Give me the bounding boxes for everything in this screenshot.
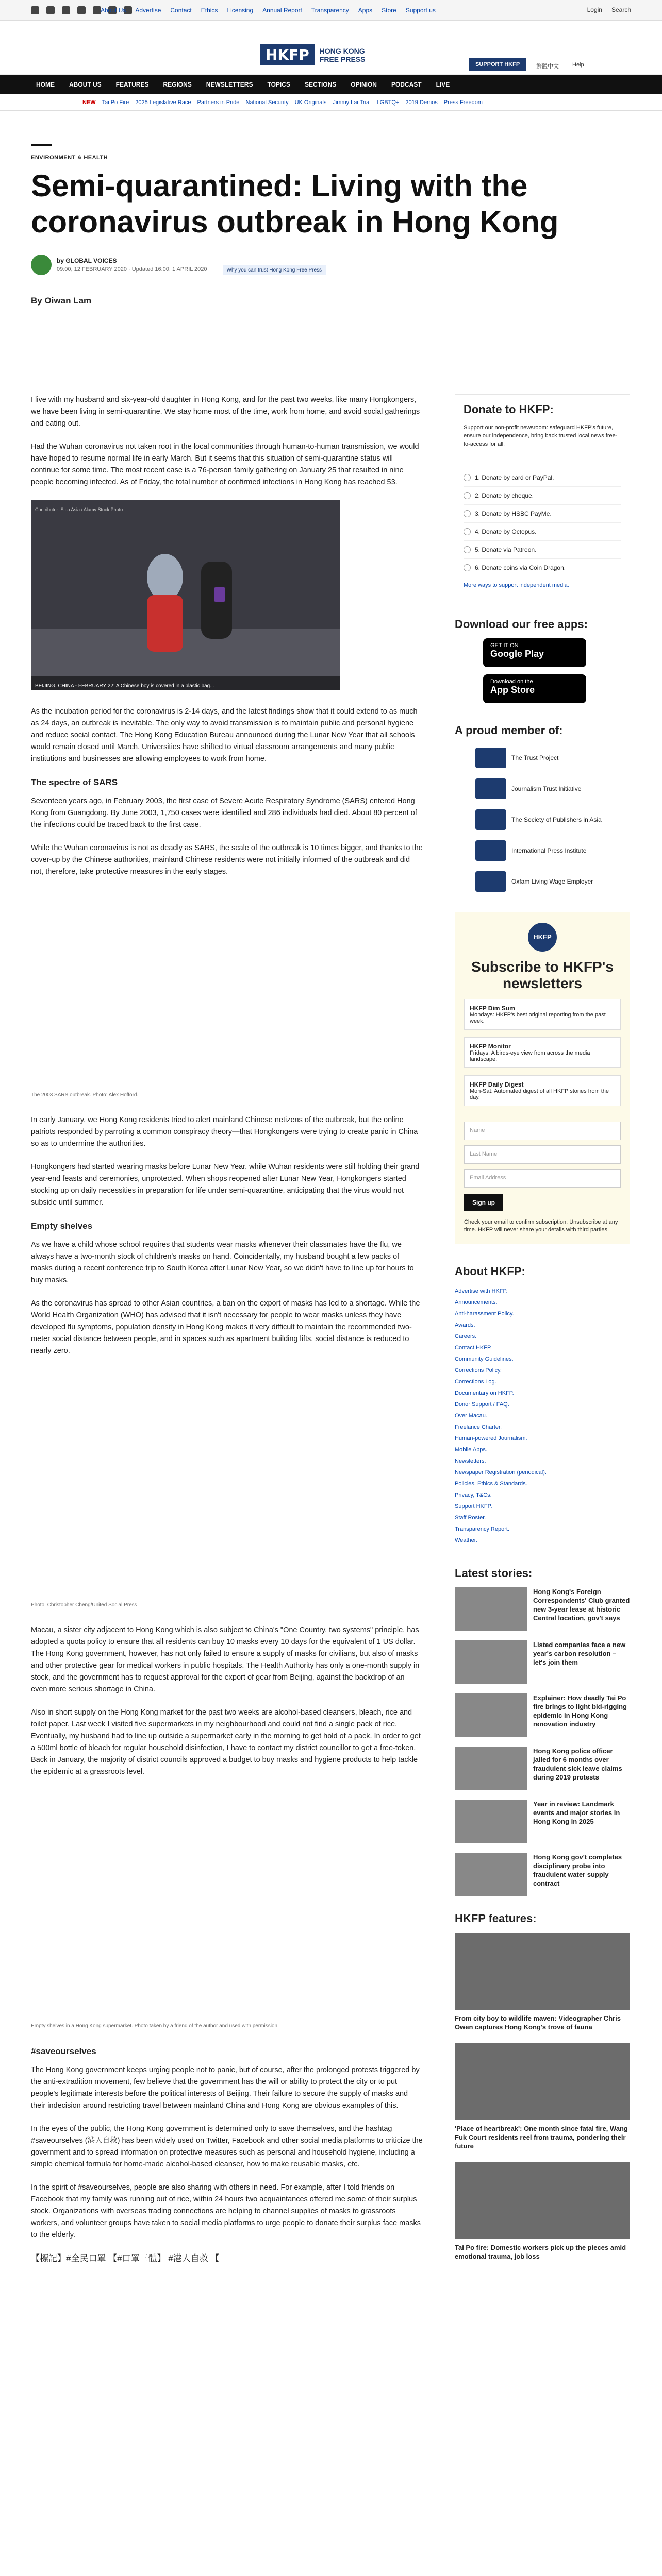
top-bar	[0, 0, 662, 21]
about-link-text[interactable]: Weather.	[455, 1537, 477, 1544]
nav-item[interactable]: FEATURES	[115, 81, 149, 88]
latest-story[interactable]: Explainer: How deadly Tai Po fire brings to light bid-rigging epidemic in Hong Kong renovation industry	[455, 1693, 630, 1737]
email-input[interactable]: Email Address	[464, 1169, 621, 1188]
feature-thumbnail	[455, 1933, 630, 2010]
about-link-text[interactable]: Transparency Report.	[455, 1526, 509, 1532]
member-logo-icon	[475, 809, 506, 830]
about-link-text[interactable]: Privacy, T&Cs.	[455, 1492, 492, 1498]
top-right	[587, 6, 631, 13]
about-link[interactable]	[455, 1512, 630, 1523]
paragraph: Had the Wuhan coronavirus not taken root in the local communities through human-to-human transmission, we would have hoped to resume normal life in early March. But it seems that this situation of semi-quarantine status will continue for some time. The most recent case is a 76-person family gathering on January 25 that resulted in nine people becoming infected. As of Friday, the total number of confirmed infections in Hong Kong has reached 53.	[31, 443, 419, 486]
embed-placeholder	[31, 1368, 423, 1595]
trending-link[interactable]: National Security	[245, 99, 289, 106]
newsletter-option[interactable]: HKFP Dim Sum Mondays: HKFP's best original reporting from the past week.	[464, 999, 621, 1030]
paragraph: The Hong Kong government keeps urging people not to panic, but of course, after the prolonged protests triggered by the anti-extradition movement, few believe that the government has the will or ability to protect the city or to put people's legitimate interests before the political interests of Beijing. Their failure to secure the supply of masks and their indecision around restricting travel between mainland China and Hong Kong are obvious examples of this.	[31, 2066, 420, 2110]
newsletter-title: Subscribe to HKFP's newsletters	[471, 959, 614, 991]
article-header	[31, 134, 629, 306]
donate-more-link[interactable]: More ways to support independent media.	[464, 582, 569, 588]
nav-item[interactable]: PODCAST	[391, 81, 422, 88]
login-link[interactable]: Login	[587, 6, 602, 13]
logo-line-2: FREE PRESS	[319, 55, 366, 63]
about-link[interactable]	[455, 1285, 630, 1297]
about-link-text[interactable]: Freelance Charter.	[455, 1424, 502, 1430]
about-link[interactable]	[455, 1455, 630, 1467]
article-headline: Semi-quarantined: Living with the coronavirus outbreak in Hong Kong	[31, 168, 559, 239]
section-heading: The spectre of SARS	[31, 777, 118, 787]
about-link-text[interactable]: Documentary on HKFP.	[455, 1390, 514, 1396]
last-name-input[interactable]: Last Name	[464, 1145, 621, 1164]
about-link-text[interactable]: Careers.	[455, 1333, 477, 1340]
figure-caption: The 2003 SARS outbreak. Photo: Alex Hofford.	[31, 1092, 139, 1098]
trending-bar	[0, 94, 662, 111]
about-link[interactable]	[455, 1433, 630, 1444]
divider	[31, 144, 52, 146]
youtube-icon[interactable]	[93, 6, 101, 14]
member-logo[interactable]: Journalism Trust Initiative	[475, 778, 630, 799]
radio-icon	[464, 564, 471, 571]
about-link[interactable]	[455, 1365, 630, 1376]
feature-thumbnail	[455, 2043, 630, 2120]
about-link[interactable]	[455, 1331, 630, 1342]
paragraph: While the Wuhan coronavirus is not as deadly as SARS, the scale of the outbreak is 10 times bigger, and thanks to the cover-up by the Chinese authorities, mainland Chinese residents were not initially informed of the outbreak and did not, therefore, take protective measures in the early stages.	[31, 844, 423, 876]
paragraph: Hongkongers had started wearing masks before Lunar New Year, while Wuhan residents were still holding their grand year-end feasts and ceremonies, unprotected. When shops reopened after Lunar New Year, Hongkongers started stocking up on daily necessities in preparation for life under semi-quarantine, anticipating that the virus would not subside until summer.	[31, 1163, 420, 1207]
nav-item[interactable]: NEWSLETTERS	[206, 81, 253, 88]
figure-caption: Empty shelves in a Hong Kong supermarket. Photo taken by a friend of the author and used with permission.	[31, 2023, 279, 2029]
threads-icon[interactable]	[77, 6, 86, 14]
top-link[interactable]: Apps	[358, 7, 373, 14]
donate-option[interactable]: 3. Donate by HSBC PayMe.	[464, 505, 621, 523]
top-link[interactable]: Advertise	[135, 7, 161, 14]
top-link[interactable]: Store	[382, 7, 396, 14]
trending-link[interactable]: LGBTQ+	[376, 99, 400, 106]
about-link[interactable]	[455, 1535, 630, 1546]
about-link-text[interactable]: Anti-harassment Policy.	[455, 1311, 514, 1317]
nav-item[interactable]: OPINION	[351, 81, 377, 88]
main-nav	[0, 75, 662, 94]
about-link-text[interactable]: Staff Roster.	[455, 1515, 486, 1521]
feature-thumbnail	[455, 2162, 630, 2239]
x-icon[interactable]	[46, 6, 55, 14]
radio-icon	[464, 510, 471, 517]
paragraph: Also in short supply on the Hong Kong market for the past two weeks are alcohol-based cleansers, bleach, rice and toilet paper. Last week I visited five supermarkets in my neighbourhood and could not find a single pack of rice. Eventually, my husband had to line up outside a supermarket early in the morning to get hold of a pack. In order to get a 500ml bottle of bleach for regular household disinfection, I have to contact my district councillor to get a free-token. Back in January, the majority of district councils approved a budget to buy masks and hygiene products to help tackle the epidemic at a grassroots level.	[31, 1708, 421, 1776]
about-link-text[interactable]: Support HKFP.	[455, 1503, 492, 1510]
about-link-text[interactable]: Corrections Log.	[455, 1379, 496, 1385]
paragraph: Seventeen years ago, in February 2003, the first case of Severe Acute Respiratory Syndrome (SARS) entered Hong Kong from Guangdong. By June 2003, 1,750 cases were identified and 286 individuals had died. About 80 percent of the infections could be traced back to the first case.	[31, 797, 417, 829]
radio-icon	[464, 528, 471, 535]
logo-wordmark	[320, 47, 366, 63]
nav-item[interactable]: ABOUT US	[69, 81, 102, 88]
top-links	[101, 7, 436, 14]
top-link[interactable]: Licensing	[227, 7, 254, 14]
about-link[interactable]	[455, 1444, 630, 1455]
member-logo-icon	[475, 778, 506, 799]
app-store-button[interactable]: Download on the App Store	[483, 674, 586, 703]
logo-mark: HKFP	[260, 44, 315, 65]
about-link[interactable]	[455, 1467, 630, 1478]
photo-overlay-caption: BEIJING, CHINA - FEBRUARY 22: A Chinese boy is covered in a plastic bag...	[31, 676, 340, 690]
top-link[interactable]: Annual Report	[262, 7, 302, 14]
about-link-text[interactable]: Advertise with HKFP.	[455, 1288, 508, 1294]
nav-item[interactable]: LIVE	[436, 81, 450, 88]
about-link[interactable]	[455, 1319, 630, 1331]
trending-link[interactable]: UK Originals	[294, 99, 327, 106]
about-link-text[interactable]: Over Macau.	[455, 1413, 487, 1419]
member-logo[interactable]: International Press Institute	[475, 840, 630, 861]
paragraph: As the coronavirus has spread to other Asian countries, a ban on the export of masks has led to a shortage. While the World Health Organization (WHO) has advised that it isn't necessary for people to wear masks unless they have developed flu symptoms, population density in Hong Kong makes it very difficult to maintain the recommended two-meter social distance between people, and in spaces such as apartment building lifts, social distance is reduced to nearly zero.	[31, 1299, 420, 1355]
latest-title: Latest stories:	[455, 1567, 533, 1580]
embed-placeholder	[31, 889, 423, 1085]
article-body	[31, 394, 423, 2276]
apps-section	[455, 618, 630, 703]
top-link[interactable]: Transparency	[311, 7, 349, 14]
top-link[interactable]: Support us	[405, 7, 436, 14]
about-link[interactable]	[455, 1387, 630, 1399]
donate-option[interactable]: 1. Donate by card or PayPal.	[464, 469, 621, 487]
latest-story[interactable]: Year in review: Landmark events and major stories in Hong Kong in 2025	[455, 1800, 630, 1843]
features-section	[455, 1912, 630, 2261]
about-link[interactable]	[455, 1478, 630, 1489]
latest-story[interactable]: Hong Kong's Foreign Correspondents' Club granted new 3-year lease at historic Central location, gov't says	[455, 1587, 630, 1631]
feature-story[interactable]: 'Place of heartbreak': One month since fatal fire, Wang Fuk Court residents reel from trauma, pondering their future	[455, 2043, 630, 2150]
facebook-icon[interactable]	[31, 6, 39, 14]
paragraph: Macau, a sister city adjacent to Hong Kong which is also subject to China's "One Country, two systems" principle, has adopted a quota policy to ensure that all residents can buy 10 masks every 10 days for the equivalent of 1 US dollar. The Hong Kong government, however, has not only failed to ensure a supply of masks for civilians, but also of masks and other protective gear for medical workers in public hospitals. The Health Authority has only a one-month supply in stock, and the government has to request approval for the export of gear from Beijing, against the backdrop of an even more serious shortage in China.	[31, 1626, 420, 1693]
top-link[interactable]: About Us	[101, 7, 126, 14]
latest-section	[455, 1567, 630, 1896]
about-link-text[interactable]: Corrections Policy.	[455, 1367, 502, 1374]
members-title: A proud member of:	[455, 724, 563, 737]
newsletter-logo: HKFP	[528, 923, 557, 952]
donate-card	[455, 394, 630, 597]
feature-story[interactable]: From city boy to wildlife maven: Videographer Chris Owen captures Hong Kong's trove of fauna	[455, 1933, 630, 2031]
about-link[interactable]	[455, 1297, 630, 1308]
trending-link[interactable]: 2019 Demos	[405, 99, 438, 106]
trending-link[interactable]: Tai Po Fire	[102, 99, 129, 106]
site-logo[interactable]	[260, 44, 365, 65]
logo-line-1: HONG KONG	[319, 46, 365, 55]
photo-illustration	[31, 500, 340, 690]
about-link[interactable]	[455, 1308, 630, 1319]
trending-link[interactable]: Partners in Pride	[197, 99, 240, 106]
about-link-text[interactable]: Newsletters.	[455, 1458, 486, 1464]
radio-icon	[464, 474, 471, 481]
hashtag-line: 【標記】#全民口罩 【#口罩三體】 #港人自救 【	[31, 2253, 220, 2263]
member-logo-icon	[475, 871, 506, 892]
donate-text: Support our non-profit newsroom: safeguard HKFP's future, ensure our independence, bring back trusted local news free-to-access for all.	[464, 425, 618, 447]
new-label: NEW	[82, 99, 96, 106]
donate-option[interactable]: 4. Donate by Octopus.	[464, 523, 621, 541]
instagram-icon[interactable]	[62, 6, 70, 14]
article-author: By Oiwan Lam	[31, 296, 92, 306]
paragraph: In early January, we Hong Kong residents tried to alert mainland Chinese netizens of the outbreak, but the online patriots responded by parroting a common conspiracy theory—that Hongkongers were trying to create panic in China so as to undermine the authorities.	[31, 1116, 418, 1148]
first-name-input[interactable]: Name	[464, 1122, 621, 1140]
nav-item[interactable]: HOME	[36, 81, 55, 88]
donate-option[interactable]: 6. Donate coins via Coin Dragon.	[464, 559, 621, 577]
about-link-text[interactable]: Awards.	[455, 1322, 475, 1328]
author-avatar	[31, 255, 52, 275]
latest-story[interactable]: Hong Kong police officer jailed for 6 months over fraudulent sick leave claims during 2019 protests	[455, 1747, 630, 1790]
nav-item[interactable]: TOPICS	[267, 81, 290, 88]
about-link-text[interactable]: Announcements.	[455, 1299, 498, 1306]
signup-button[interactable]: Sign up	[464, 1194, 503, 1211]
member-logo-icon	[475, 748, 506, 768]
about-link[interactable]	[455, 1421, 630, 1433]
about-link[interactable]	[455, 1376, 630, 1387]
byline-author[interactable]: by GLOBAL VOICES	[57, 257, 117, 264]
photo-child-plastic-bag	[31, 500, 340, 690]
apps-title: Download our free apps:	[455, 618, 588, 631]
category-label[interactable]: ENVIRONMENT & HEALTH	[31, 155, 108, 161]
help-link[interactable]: Help	[572, 62, 584, 68]
nav-item[interactable]: SECTIONS	[304, 81, 337, 88]
radio-icon	[464, 492, 471, 499]
masthead	[0, 21, 662, 75]
google-play-button[interactable]: GET IT ON Google Play	[483, 638, 586, 667]
story-thumbnail	[455, 1587, 527, 1631]
paragraph: In the spirit of #saveourselves, people are also sharing with others in need. For example, after I told friends on Facebook that my family was running out of rice, within 24 hours two acquaintances offered me some of their surplus stock. Organizations with overseas trading connections are helping to channel supplies of masks to grassroots workers, and volunteer groups have taken to social media platforms to urge people to donate their surplus face masks to the elderly.	[31, 2183, 421, 2239]
about-link[interactable]	[455, 1410, 630, 1421]
top-link[interactable]: Contact	[170, 7, 192, 14]
about-link-text[interactable]: Community Guidelines.	[455, 1356, 514, 1362]
paragraph: As the incubation period for the coronavirus is 2-14 days, and the latest findings show that it could extend to as much as 24 days, an outbreak is inevitable. The only way to avoid transmission is to maintain public and personal hygiene and reduce social contact. The Hong Kong Education Bureau announced during the Lunar New Year that all schools would remain closed until March. Universities have shifted to virtual classroom arrangements and many public institutions and businesses are allowing employees to work from home.	[31, 707, 418, 763]
about-link-text[interactable]: Newspaper Registration (periodical).	[455, 1469, 547, 1476]
about-link[interactable]	[455, 1342, 630, 1353]
member-logo[interactable]: The Society of Publishers in Asia	[475, 809, 630, 830]
member-logo[interactable]: The Trust Project	[475, 748, 630, 768]
donate-option[interactable]: 2. Donate by cheque.	[464, 487, 621, 505]
latest-story[interactable]: Hong Kong gov't completes disciplinary probe into fraudulent water supply contract	[455, 1853, 630, 1896]
photo-credit: Contributor: Sipa Asia / Alamy Stock Photo	[35, 507, 123, 512]
story-thumbnail	[455, 1747, 527, 1790]
story-thumbnail	[455, 1693, 527, 1737]
about-link-text[interactable]: Policies, Ethics & Standards.	[455, 1481, 527, 1487]
about-link[interactable]	[455, 1353, 630, 1365]
trending-link[interactable]: 2025 Legislative Race	[135, 99, 191, 106]
member-logo-icon	[475, 840, 506, 861]
newsletter-option[interactable]: HKFP Monitor Fridays: A birds-eye view from across the media landscape.	[464, 1037, 621, 1068]
nav-item[interactable]: REGIONS	[163, 81, 192, 88]
figure-caption: Photo: Christopher Cheng/United Social Press	[31, 1602, 137, 1608]
section-heading: #saveourselves	[31, 2046, 96, 2056]
about-link[interactable]	[455, 1399, 630, 1410]
about-title: About HKFP:	[455, 1265, 525, 1278]
embed-placeholder	[31, 1789, 423, 2016]
paragraph: As we have a child whose school requires that students wear masks whenever their classmates have the flu, we always have a two-month stock of children's masks on hand. Coincidentally, my husband bought a few packs of masks during a recent conference trip to South Korea after Lunar New Year, so we didn't have to line up for hours to buy masks.	[31, 1241, 414, 1284]
donate-title: Donate to HKFP:	[464, 403, 554, 416]
about-links	[455, 1285, 630, 1546]
donate-option[interactable]: 5. Donate via Patreon.	[464, 541, 621, 559]
publish-dates: 09:00, 12 FEBRUARY 2020 · Updated 16:00, 1 APRIL 2020	[57, 266, 207, 273]
story-thumbnail	[455, 1800, 527, 1843]
support-button[interactable]: SUPPORT HKFP	[469, 58, 526, 71]
byline	[31, 255, 629, 275]
sidebar	[455, 394, 630, 2272]
newsletter-note: Check your email to confirm subscription. Unsubscribe at any time. HKFP will never share your details with third parties.	[464, 1219, 618, 1233]
story-thumbnail	[455, 1853, 527, 1896]
story-thumbnail	[455, 1640, 527, 1684]
latest-story[interactable]: Listed companies face a new year's carbon resolution – let's join them	[455, 1640, 630, 1684]
about-section	[455, 1265, 630, 1546]
top-link[interactable]: Ethics	[201, 7, 218, 14]
newsletter-option[interactable]: HKFP Daily Digest Mon-Sat: Automated digest of all HKFP stories from the day.	[464, 1075, 621, 1106]
about-link[interactable]	[455, 1489, 630, 1501]
members-section	[455, 724, 630, 892]
paragraph: I live with my husband and six-year-old daughter in Hong Kong, and for the past two weeks, like many Hongkongers, we have been living in semi-quarantine. We stay home most of the time, work from home, and avoid social gatherings and eating out.	[31, 396, 420, 428]
newsletter-card	[455, 912, 630, 1244]
feature-story[interactable]: Tai Po fire: Domestic workers pick up the pieces amid emotional trauma, job loss	[455, 2162, 630, 2261]
section-heading: Empty shelves	[31, 1221, 93, 1231]
trending-link[interactable]: Jimmy Lai Trial	[333, 99, 371, 106]
features-title: HKFP features:	[455, 1912, 537, 1925]
member-logo[interactable]: Oxfam Living Wage Employer	[475, 871, 630, 892]
about-link[interactable]	[455, 1501, 630, 1512]
about-link-text[interactable]: Donor Support / FAQ.	[455, 1401, 509, 1408]
trending-link[interactable]: Press Freedom	[443, 99, 483, 106]
about-link-text[interactable]: Human-powered Journalism.	[455, 1435, 527, 1442]
about-link-text[interactable]: Mobile Apps.	[455, 1447, 487, 1453]
paragraph: In the eyes of the public, the Hong Kong government is determined only to save themselves, and the hashtag #saveourselves (港人自救) has been widely used on Twitter, Facebook and other social media platforms to criticize the government and to spread information on protective measures such as personal and household hygiene, including a simple chemical formula for home-made alcohol-based cleanser, how to make reusable masks, etc.	[31, 2125, 423, 2168]
search-link[interactable]: Search	[611, 6, 631, 13]
about-link-text[interactable]: Contact HKFP.	[455, 1345, 492, 1351]
trust-badge[interactable]: Why you can trust Hong Kong Free Press	[223, 265, 326, 275]
language-link[interactable]: 繁體中文	[536, 63, 559, 70]
about-link[interactable]	[455, 1523, 630, 1535]
radio-icon	[464, 546, 471, 553]
